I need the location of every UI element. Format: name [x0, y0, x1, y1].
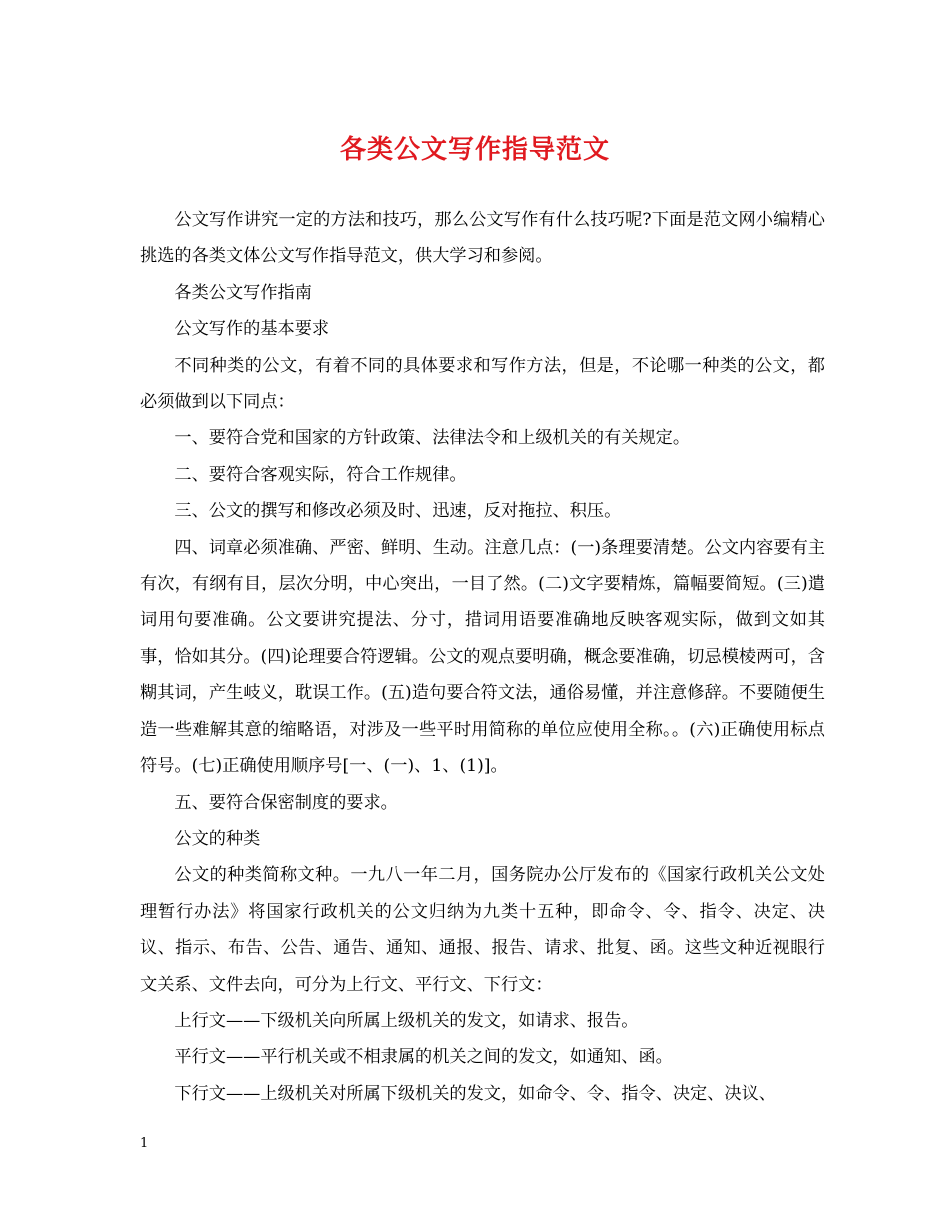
- paragraph-requirement-2: 二、要符合客观实际，符合工作规律。: [174, 464, 467, 485]
- paragraph-parallel-docs: 平行文——平行机关或不相隶属的机关之间的发文，如通知、函。: [174, 1047, 673, 1068]
- document-title: 各类公文写作指导范文: [339, 135, 610, 165]
- paragraph-heading-guide: 各类公文写作指南: [174, 282, 312, 303]
- paragraph-heading-types: 公文的种类: [174, 828, 261, 849]
- paragraph-requirement-5: 五、要符合保密制度的要求。: [174, 792, 398, 813]
- page-number: 1: [140, 1136, 149, 1151]
- paragraph-requirement-4: 四、词章必须准确、严密、鲜明、生动。注意几点：(一)条理要清楚。公文内容要有主有次，有纲有目，层次分明，中心突出，一目了然。(二)文字要精炼，篇幅要简短。(三)遣词用句要准确。公文要讲究提法、分寸，措词用语要准确地反映客观实际，做到文如其事，恰如其分。(四)论理要合符逻辑。公文的观点要明确，概念要准确，切忌模棱两可，含糊其词，产生岐义，耽误工作。(五)造句要合符文法，通俗易懂，并注意修辞。不要随便生造一些难解其意的缩略语，对涉及一些平时用简称的单位应使用全称。。(六)正确使用标点符号。(七)正确使用顺序号[一、(一)、1、(1)]。: [140, 537, 825, 777]
- paragraph-requirement-1: 一、要符合党和国家的方针政策、法律法令和上级机关的有关规定。: [174, 428, 691, 449]
- paragraph-intro: 公文写作讲究一定的方法和技巧，那么公文写作有什么技巧呢?下面是范文网小编精心挑选的各类文体公文写作指导范文，供大学习和参阅。: [140, 210, 825, 267]
- paragraph-types-description: 公文的种类简称文种。一九八一年二月，国务院办公厅发布的《国家行政机关公文处理暂行办法》将国家行政机关的公文归纳为九类十五种，即命令、令、指令、决定、决议、指示、布告、公告、通告、通知、通报、报告、请求、批复、函。这些文种近视眼行文关系、文件去向，可分为上行文、平行文、下行文：: [140, 865, 825, 995]
- paragraph-heading-basic-requirements: 公文写作的基本要求: [174, 319, 330, 340]
- paragraph-upward-docs: 上行文——下级机关向所属上级机关的发文，如请求、报告。: [174, 1010, 639, 1031]
- paragraph-downward-docs: 下行文——上级机关对所属下级机关的发文，如命令、令、指令、决定、决议、: [174, 1083, 776, 1104]
- paragraph-requirements-intro: 不同种类的公文，有着不同的具体要求和写作方法，但是，不论哪一种类的公文，都必须做到以下同点：: [140, 355, 825, 413]
- paragraph-requirement-3: 三、公文的撰写和修改必须及时、迅速，反对拖拉、积压。: [174, 501, 622, 522]
- document-body: [140, 202, 825, 1112]
